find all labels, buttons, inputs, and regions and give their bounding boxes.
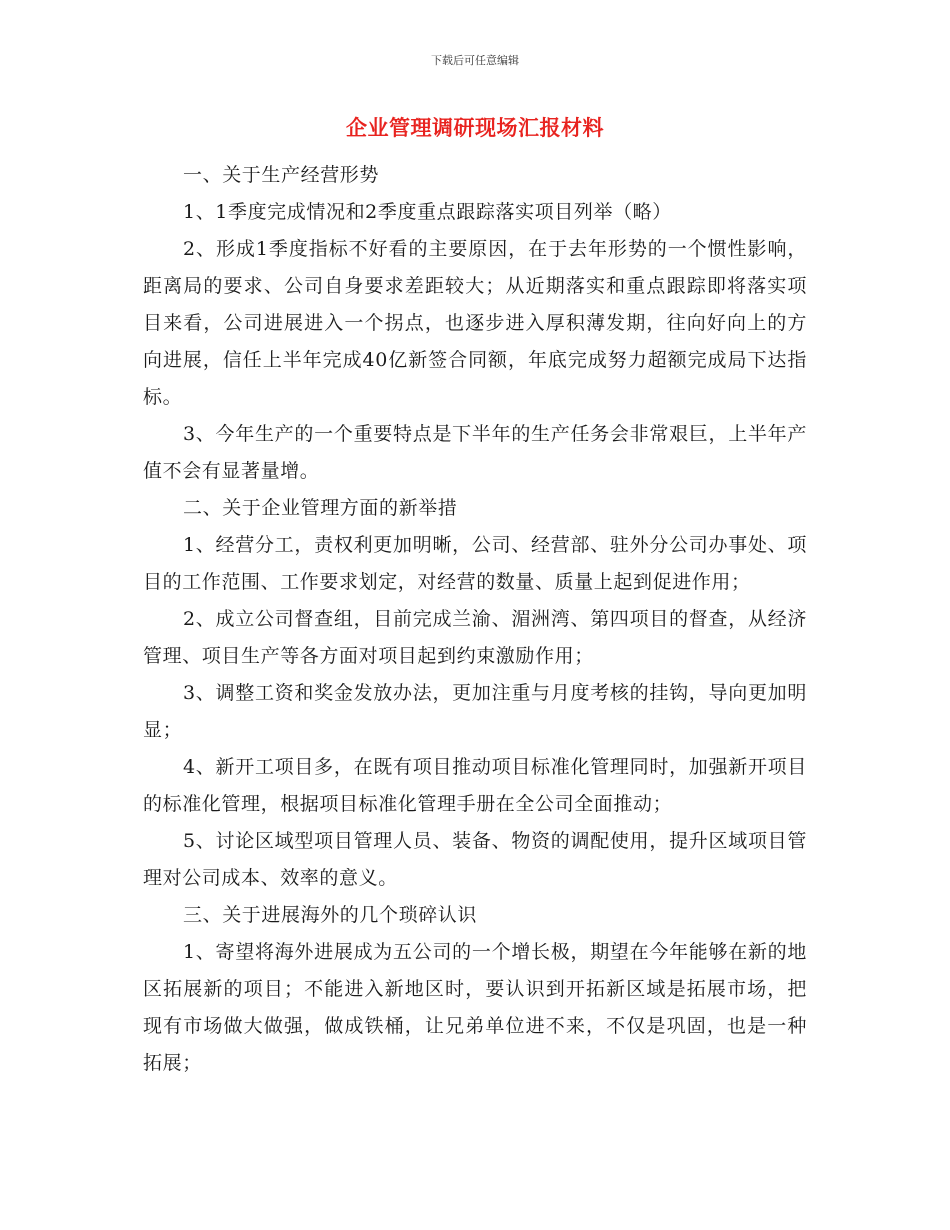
paragraph: 1、1季度完成情况和2季度重点跟踪落实项目列举（略） — [183, 201, 672, 223]
section-heading-2: 二、关于企业管理方面的新举措 — [183, 497, 458, 519]
section-heading-1: 一、关于生产经营形势 — [183, 164, 380, 186]
paragraph: 1、寄望将海外进展成为五公司的一个增长极，期望在今年能够在新的地区拓展新的项目；不能进入新地区时，要认识到开拓新区域是拓展市场，把现有市场做大做强，做成铁桶，让兄弟单位进不来，不仅是巩固，也是一种拓展； — [143, 941, 807, 1074]
paragraph: 2、成立公司督查组，目前完成兰渝、湄洲湾、第四项目的督查，从经济管理、项目生产等各方面对项目起到约束激励作用； — [143, 608, 807, 667]
paragraph: 2、形成1季度指标不好看的主要原因，在于去年形势的一个惯性影响，距离局的要求、公司自身要求差距较大；从近期落实和重点跟踪即将落实项目来看，公司进展进入一个拐点，也逐步进入厚积薄发期，往向好向上的方向进展，信任上半年完成40亿新签合同额，年底完成努力超额完成局下达指标。 — [143, 238, 807, 408]
paragraph: 3、调整工资和奖金发放办法，更加注重与月度考核的挂钩，导向更加明显； — [143, 682, 807, 741]
document-body — [143, 157, 807, 1082]
paragraph: 3、今年生产的一个重要特点是下半年的生产任务会非常艰巨，上半年产值不会有显著量增。 — [143, 423, 807, 482]
document-title: 企业管理调研现场汇报材料 — [346, 116, 604, 140]
paragraph: 4、新开工项目多，在既有项目推动项目标准化管理同时，加强新开项目的标准化管理，根据项目标准化管理手册在全公司全面推动； — [143, 756, 807, 815]
section-heading-3: 三、关于进展海外的几个琐碎认识 — [183, 904, 478, 926]
paragraph: 1、经营分工，责权利更加明晰，公司、经营部、驻外分公司办事处、项目的工作范围、工作要求划定，对经营的数量、质量上起到促进作用； — [143, 534, 807, 593]
paragraph: 5、讨论区域型项目管理人员、装备、物资的调配使用，提升区域项目管理对公司成本、效率的意义。 — [143, 830, 807, 889]
page-header-note: 下载后可任意编辑 — [431, 54, 519, 67]
